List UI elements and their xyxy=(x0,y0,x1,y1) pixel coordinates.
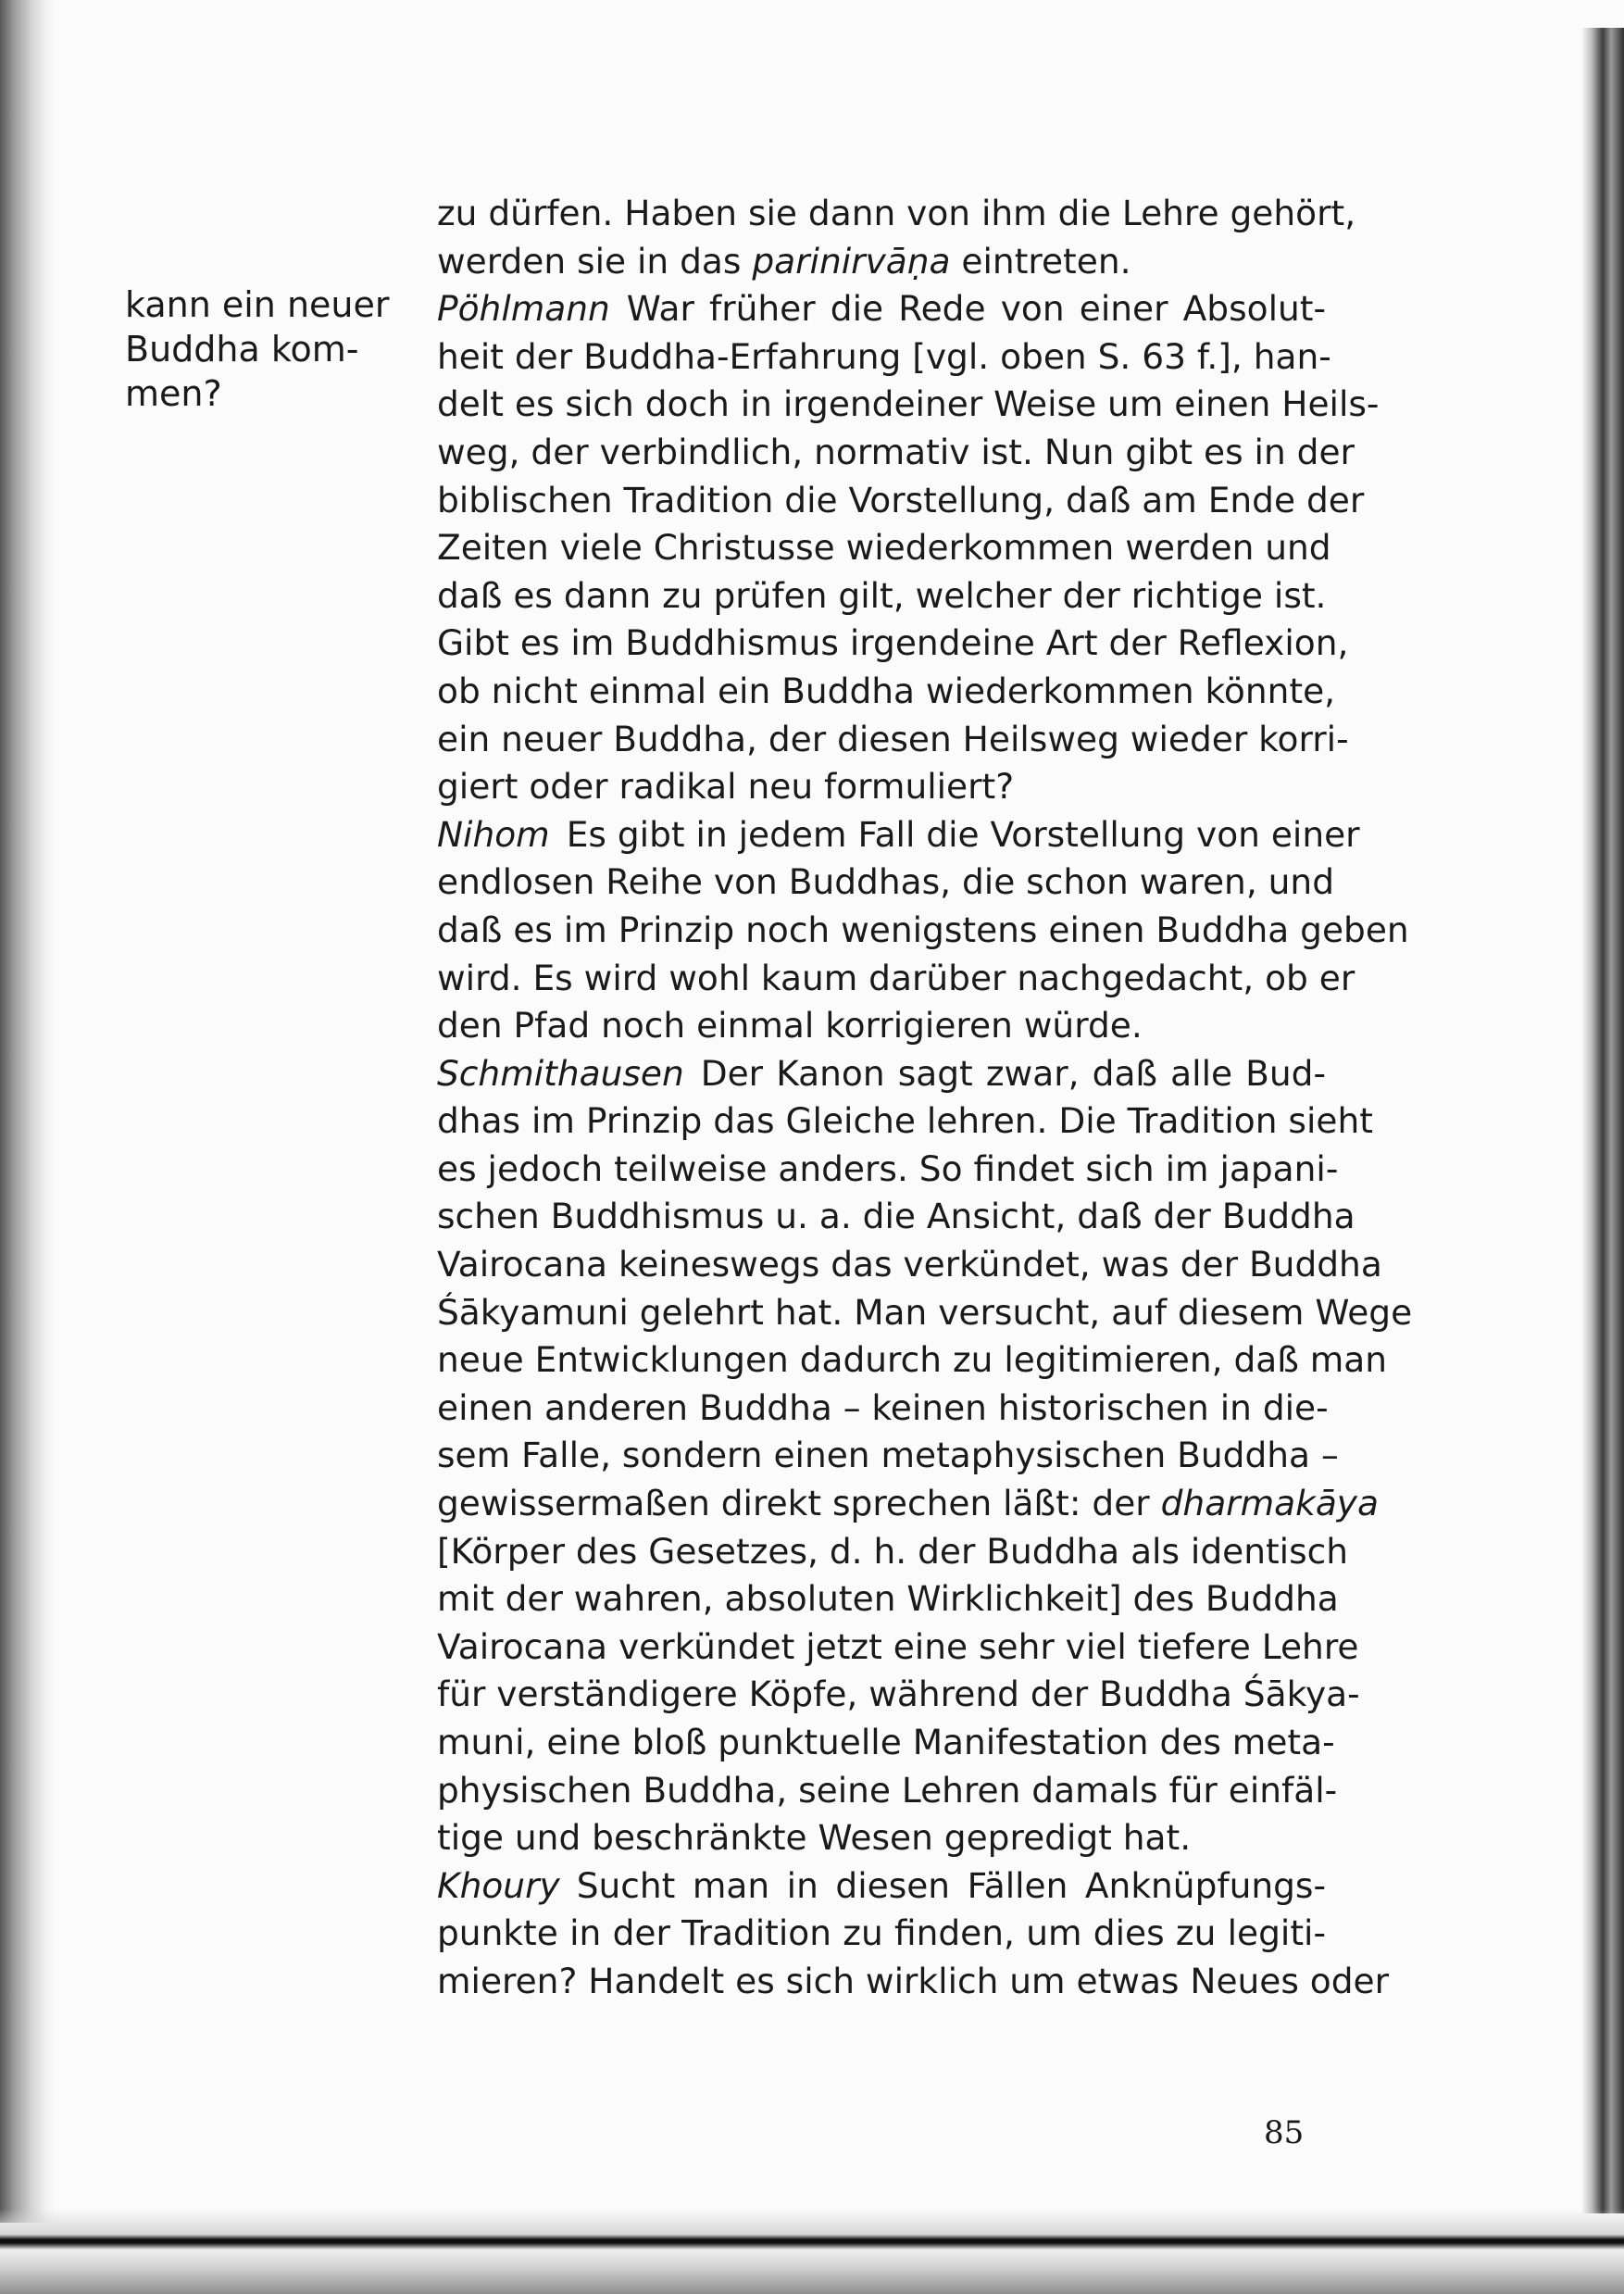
text-run: eintreten. xyxy=(950,240,1131,282)
text-line xyxy=(437,1767,1338,1815)
text-line xyxy=(437,1862,1326,1911)
text-run: War früher die Rede von einer Absolut- xyxy=(626,288,1326,330)
text-run: wird. Es wird wohl kaum darüber nachgedacht, ob er xyxy=(437,957,1355,998)
text-run: Śākyamuni gelehrt hat. Man versucht, auf diesem Wege xyxy=(437,1291,1413,1333)
text-line xyxy=(437,1336,1388,1385)
text-run: heit der Buddha-Erfahrung [vgl. oben S. 63 f.], han- xyxy=(437,335,1331,377)
page-edge-right xyxy=(1581,28,1624,2213)
text-line xyxy=(437,238,1326,286)
text-line xyxy=(437,620,1349,668)
text-line xyxy=(437,1002,1326,1050)
margin-note-line: Buddha kom- xyxy=(125,329,359,370)
text-run: giert oder radikal neu formuliert? xyxy=(437,766,1015,808)
text-run: es jedoch teilweise anders. So findet sich im japani- xyxy=(437,1147,1339,1189)
text-run: dhas im Prinzip das Gleiche lehren. Die Tradition sieht xyxy=(437,1100,1373,1142)
text-line xyxy=(437,429,1355,477)
text-run: mit der wahren, absoluten Wirklichkeit] des Buddha xyxy=(437,1578,1339,1620)
text-line xyxy=(437,955,1355,1003)
speaker-name: Schmithausen xyxy=(437,1052,684,1094)
page-number: 85 xyxy=(1264,2114,1305,2151)
text-line xyxy=(437,524,1331,572)
text-run: physischen Buddha, seine Lehren damals für einfäl- xyxy=(437,1769,1338,1811)
text-run: Der Kanon sagt zwar, daß alle Bud- xyxy=(700,1052,1326,1094)
text-line xyxy=(437,1385,1329,1433)
body-text xyxy=(437,190,1413,2006)
text-line xyxy=(437,381,1380,429)
text-line xyxy=(437,716,1349,764)
text-run: Es gibt in jedem Fall die Vorstellung von einer xyxy=(566,813,1360,855)
italic-term: dharmakāya xyxy=(1160,1483,1379,1524)
text-run: delt es sich doch in irgendeiner Weise um einen Heils- xyxy=(437,383,1380,425)
text-run: Sucht man in diesen Fällen Anknüpfungs- xyxy=(576,1864,1326,1906)
speaker-name: Pöhlmann xyxy=(437,288,610,330)
text-run: Vairocana verkündet jetzt eine sehr viel tiefere Lehre xyxy=(437,1625,1359,1667)
text-line xyxy=(437,811,1360,859)
text-run: mieren? Handelt es sich wirklich um etwas Neues oder xyxy=(437,1960,1390,2001)
text-line xyxy=(437,1719,1335,1767)
text-run: einen anderen Buddha – keinen historischen in die- xyxy=(437,1386,1329,1428)
text-run: sem Falle, sondern einen metaphysischen Buddha – xyxy=(437,1435,1339,1476)
text-run: für verständigere Köpfe, während der Buddha Śākya- xyxy=(437,1673,1360,1715)
text-line xyxy=(437,668,1336,716)
text-line xyxy=(437,333,1331,382)
text-line xyxy=(437,1146,1339,1194)
text-line xyxy=(437,190,1356,238)
text-line xyxy=(437,477,1365,525)
text-line xyxy=(437,1623,1359,1672)
text-line xyxy=(437,1241,1382,1289)
text-line xyxy=(437,1528,1349,1576)
text-run: den Pfad noch einmal korrigieren würde. xyxy=(437,1005,1143,1047)
text-run: weg, der verbindlich, normativ ist. Nun gibt es in der xyxy=(437,431,1355,472)
text-run: neue Entwicklungen dadurch zu legitimieren, daß man xyxy=(437,1339,1388,1381)
text-line xyxy=(437,1432,1339,1480)
text-run: [Körper des Gesetzes, d. h. der Buddha als identisch xyxy=(437,1530,1349,1572)
text-run: werden sie in das xyxy=(437,240,753,282)
text-run: muni, eine bloß punktuelle Manifestation des meta- xyxy=(437,1722,1335,1762)
text-run: gewissermaßen direkt sprechen läßt: der xyxy=(437,1483,1161,1524)
text-line xyxy=(437,1480,1379,1528)
text-line xyxy=(437,1910,1326,1958)
text-line xyxy=(437,859,1334,907)
text-run: ein neuer Buddha, der diesen Heilsweg wieder korri- xyxy=(437,718,1349,759)
speaker-name: Khoury xyxy=(437,1864,560,1906)
text-run: endlosen Reihe von Buddhas, die schon waren, und xyxy=(437,861,1334,903)
text-run: daß es im Prinzip noch wenigstens einen Buddha geben xyxy=(437,909,1409,950)
text-run: Zeiten viele Christusse wiederkommen werden und xyxy=(437,527,1331,569)
text-line xyxy=(437,1097,1373,1146)
text-run: ob nicht einmal ein Buddha wiederkommen könnte, xyxy=(437,670,1336,711)
text-line xyxy=(437,1814,1326,1862)
margin-note-line: men? xyxy=(125,373,222,414)
text-run: schen Buddhismus u. a. die Ansicht, daß der Buddha xyxy=(437,1196,1355,1237)
text-line xyxy=(437,763,1326,811)
text-line xyxy=(437,1050,1326,1098)
text-line xyxy=(437,1671,1360,1719)
text-run: zu dürfen. Haben sie dann von ihm die Lehre gehört, xyxy=(437,193,1356,233)
margin-note xyxy=(125,282,403,416)
italic-term: parinirvāṇa xyxy=(752,240,951,282)
text-run: biblischen Tradition die Vorstellung, daß am Ende der xyxy=(437,479,1365,520)
text-line xyxy=(437,1575,1339,1623)
text-line xyxy=(437,285,1326,333)
text-line xyxy=(437,1958,1390,2006)
page-edge-bottom xyxy=(0,2209,1624,2294)
margin-note-line: kann ein neuer xyxy=(125,284,390,325)
text-line xyxy=(437,1289,1413,1337)
text-line xyxy=(437,907,1409,955)
binding-shadow-left xyxy=(0,0,56,2223)
speaker-name: Nihom xyxy=(437,813,550,855)
text-run: punkte in der Tradition zu finden, um dies zu legiti- xyxy=(437,1912,1326,1954)
text-run: tige und beschränkte Wesen gepredigt hat. xyxy=(437,1817,1192,1859)
text-run: Gibt es im Buddhismus irgendeine Art der Reflexion, xyxy=(437,622,1349,664)
text-run: Vairocana keineswegs das verkündet, was der Buddha xyxy=(437,1244,1382,1285)
text-line xyxy=(437,1193,1355,1241)
text-run: daß es dann zu prüfen gilt, welcher der richtige ist. xyxy=(437,574,1327,616)
text-line xyxy=(437,572,1326,621)
